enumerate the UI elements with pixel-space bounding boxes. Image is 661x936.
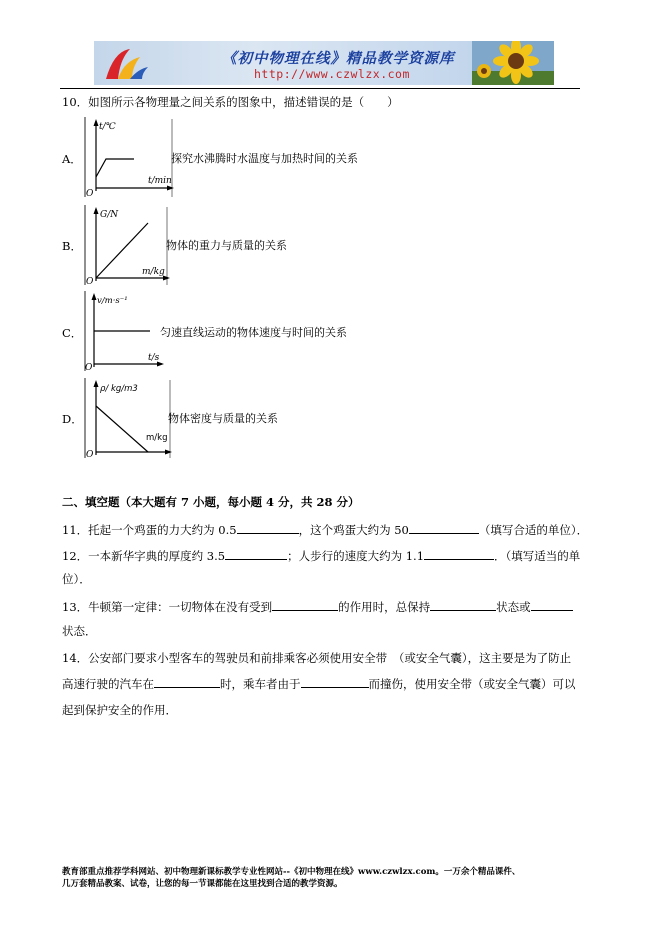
footer-line-2: 几万套精品教案、试卷，让您的每一节课都能在这里找到合适的教学资源。 bbox=[62, 879, 343, 889]
graph-b bbox=[84, 205, 172, 285]
graph-a bbox=[84, 117, 176, 197]
question-13 bbox=[62, 599, 573, 614]
q12-part2: ；人步行的速度大约为 1.1 bbox=[287, 549, 425, 563]
graph-d-y-label: ρ/ kg/m3 bbox=[100, 384, 138, 394]
option-c-text: 匀速直线运动的物体速度与时间的关系 bbox=[160, 326, 347, 339]
q14-line2a: 高速行驶的汽车在 bbox=[62, 677, 154, 691]
q13-line2: 状态． bbox=[62, 624, 97, 638]
graph-d-origin: O bbox=[86, 450, 94, 458]
option-b-letter: B． bbox=[62, 239, 82, 253]
q14-line1: 14．公安部门要求小型客车的驾驶员和前排乘客必须使用安全带 （或安全气囊），这主要是为了防止 bbox=[62, 651, 572, 665]
graph-c bbox=[84, 291, 166, 371]
option-d-text: 物体密度与质量的关系 bbox=[168, 412, 278, 425]
banner-url: http://www.czwlzx.com bbox=[254, 67, 410, 81]
question-12 bbox=[62, 548, 580, 563]
graph-c-origin: O bbox=[85, 363, 93, 371]
q12-part3: ．（填写适当的单 bbox=[494, 549, 581, 563]
q12-line2: 位）． bbox=[62, 572, 91, 586]
q14-line2b: 时，乘车者由于 bbox=[220, 677, 301, 691]
q11-part3: （填写合适的单位）． bbox=[478, 523, 589, 537]
option-c-letter: C． bbox=[62, 326, 83, 340]
q14-blank-2[interactable] bbox=[301, 676, 369, 688]
graph-a-x-label: t/min bbox=[148, 176, 172, 186]
question-11 bbox=[62, 522, 588, 537]
logo-icon bbox=[100, 45, 150, 83]
footer-line-1: 教育部重点推荐学科网站、初中物理新课标教学专业性网站--《初中物理在线》www.czwlzx.com。一万余个精品课件、 bbox=[62, 867, 521, 877]
q14-blank-1[interactable] bbox=[154, 676, 220, 688]
graph-a-y-label: t/℃ bbox=[99, 122, 116, 132]
graph-b-origin: O bbox=[86, 277, 94, 285]
header-divider bbox=[60, 88, 580, 89]
q13-blank-3[interactable] bbox=[531, 599, 573, 611]
page-footer bbox=[62, 866, 520, 890]
graph-b-y-label: G/N bbox=[100, 210, 119, 220]
q13-blank-1[interactable] bbox=[272, 599, 338, 611]
banner-title: 《初中物理在线》精品教学资源库 bbox=[222, 50, 455, 67]
q14-line2 bbox=[62, 676, 576, 691]
q13-part1: 13．牛顿第一定律：一切物体在没有受到 bbox=[62, 600, 273, 614]
graph-c-x-label: t/s bbox=[148, 353, 160, 363]
q12-part1: 12．一本新华字典的厚度约 3.5 bbox=[62, 549, 226, 563]
graph-a-origin: O bbox=[86, 189, 94, 197]
q11-part1: 11．托起一个鸡蛋的力大约为 0.5 bbox=[62, 523, 237, 537]
q13-part3: 状态或 bbox=[496, 600, 531, 614]
q14-line3: 起到保护安全的作用． bbox=[62, 703, 177, 717]
option-a-text: 探究水沸腾时水温度与加热时间的关系 bbox=[171, 152, 358, 165]
graph-c-y-label: v/m·s⁻¹ bbox=[97, 296, 128, 306]
graph-d bbox=[84, 378, 176, 458]
q13-part2: 的作用时，总保持 bbox=[338, 600, 431, 614]
q11-part2: ，这个鸡蛋大约为 50 bbox=[298, 523, 409, 537]
q14-line2c: 而撞伤，使用安全带（或安全气囊）可以 bbox=[368, 677, 576, 691]
option-d-letter: D． bbox=[62, 412, 83, 426]
question-10-stem: 10．如图所示各物理量之间关系的图象中，描述错误的是（ ） bbox=[62, 95, 399, 109]
graph-d-x-label: m/kg bbox=[146, 433, 168, 443]
section-2-heading: 二、填空题（本大题有 7 小题，每小题 4 分，共 28 分） bbox=[62, 495, 360, 509]
option-a-letter: A． bbox=[62, 152, 82, 166]
sunflower-icon bbox=[472, 41, 554, 85]
q13-blank-2[interactable] bbox=[430, 599, 496, 611]
q12-blank-2[interactable] bbox=[424, 548, 494, 560]
option-b-text: 物体的重力与质量的关系 bbox=[166, 239, 287, 252]
q11-blank-2[interactable] bbox=[409, 522, 479, 534]
q11-blank-1[interactable] bbox=[237, 522, 299, 534]
graph-b-x-label: m/kg bbox=[142, 267, 165, 277]
q12-blank-1[interactable] bbox=[225, 548, 287, 560]
header-banner bbox=[94, 41, 554, 85]
